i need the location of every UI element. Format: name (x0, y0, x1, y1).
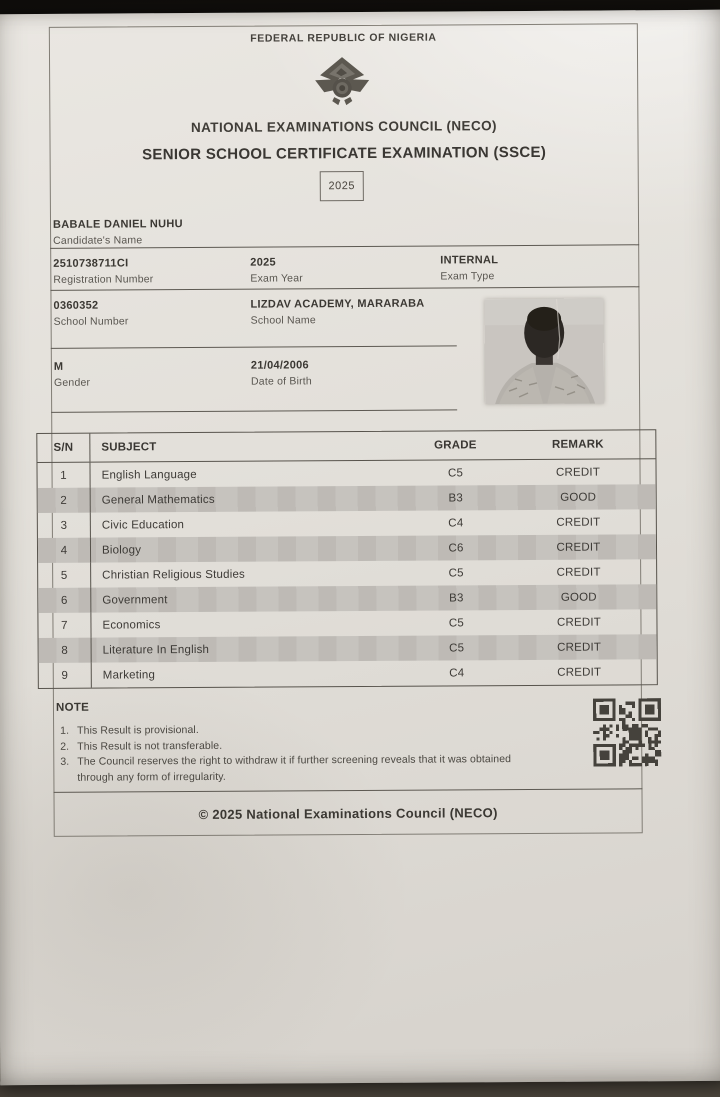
cell-remark: GOOD (560, 591, 597, 604)
note-item-number: 1. (60, 724, 70, 737)
table-row (38, 584, 656, 613)
header-remark: REMARK (551, 438, 604, 451)
table-row (38, 559, 656, 588)
cell-sn: 3 (38, 513, 91, 538)
note-item-text: The Council reserves the right to withdraw it if further screening reveals that it was obtained through any form of irregularity. (77, 753, 512, 784)
cell-remark: CREDIT (556, 516, 601, 529)
council-title: NATIONAL EXAMINATIONS COUNCIL (NECO) (190, 118, 497, 136)
cell-remark: CREDIT (556, 616, 601, 629)
note-item-number: 2. (60, 740, 70, 753)
cell-subject: Civic Education (101, 518, 185, 532)
exam-year-box: 2025 (320, 171, 364, 201)
cell-subject: Government (102, 593, 168, 607)
cell-grade: B3 (449, 591, 464, 604)
candidate-photo (484, 299, 604, 405)
table-row (38, 534, 656, 563)
table-row (38, 509, 656, 538)
registration-number-label: Registration Number (53, 273, 154, 286)
results-table (36, 429, 658, 689)
cell-subject: Marketing (102, 668, 156, 682)
candidate-name-value: BABALE DANIEL NUHU (52, 218, 183, 231)
cell-remark: CREDIT (555, 466, 601, 479)
cell-grade: C5 (448, 616, 465, 629)
header-grade: GRADE (434, 439, 477, 452)
candidate-name-label: Candidate's Name (53, 234, 143, 247)
cell-grade: B3 (448, 491, 463, 504)
cell-sn: 5 (38, 563, 91, 588)
date-of-birth-value: 21/04/2006 (250, 359, 309, 372)
table-row (39, 634, 657, 663)
cell-subject: Literature In English (102, 643, 210, 657)
school-number-value: 0360352 (53, 299, 99, 312)
cell-remark: CREDIT (557, 666, 602, 679)
cell-sn: 7 (38, 613, 91, 638)
result-slip-paper (0, 10, 720, 1085)
cell-grade: C4 (448, 516, 464, 529)
neco-coat-of-arms-icon (312, 56, 372, 110)
cell-sn: 1 (37, 463, 90, 488)
table-row (38, 609, 656, 638)
cell-sn: 6 (38, 588, 91, 613)
cell-subject: Economics (102, 618, 161, 632)
exam-year-label: Exam Year (250, 272, 303, 285)
copyright-text: © 2025 National Examinations Council (NECO) (198, 805, 498, 822)
exam-type-value: INTERNAL (440, 254, 499, 267)
header-subject: SUBJECT (101, 441, 157, 454)
table-row (37, 459, 655, 488)
cell-remark: GOOD (560, 491, 597, 504)
school-name-label: School Name (250, 314, 316, 327)
note-list (60, 721, 540, 786)
date-of-birth-label: Date of Birth (250, 375, 312, 388)
cell-subject: Christian Religious Studies (102, 568, 246, 582)
gender-value: M (53, 360, 64, 373)
cell-sn: 9 (39, 663, 92, 688)
cell-grade: C6 (448, 541, 464, 554)
cell-subject: General Mathematics (101, 493, 215, 507)
cell-subject: English Language (101, 468, 197, 482)
cell-subject: Biology (101, 543, 142, 557)
cell-sn: 4 (38, 538, 91, 563)
exam-title: SENIOR SCHOOL CERTIFICATE EXAMINATION (SSCE) (142, 143, 547, 164)
cell-grade: C4 (449, 666, 465, 679)
cell-grade: C5 (449, 641, 465, 654)
country-title: FEDERAL REPUBLIC OF NIGERIA (250, 31, 437, 45)
cell-sn: 2 (38, 488, 91, 513)
school-number-label: School Number (53, 315, 129, 328)
cell-remark: CREDIT (556, 541, 601, 554)
cell-remark: CREDIT (557, 641, 602, 654)
note-title: NOTE (55, 701, 90, 714)
qr-code-icon (593, 698, 661, 766)
gender-label: Gender (53, 376, 91, 389)
cell-remark: CREDIT (556, 566, 601, 579)
note-item (60, 752, 540, 786)
table-row (39, 659, 657, 688)
note-item-text: This Result is not transferable. (77, 739, 223, 753)
exam-year-value: 2025 (250, 256, 276, 269)
cell-grade: C5 (448, 566, 464, 579)
header-sn: S/N (37, 434, 90, 462)
note-item-number: 3. (60, 755, 70, 768)
registration-number-value: 2510738711CI (53, 257, 129, 270)
note-item-text: This Result is provisional. (77, 723, 199, 737)
exam-type-label: Exam Type (440, 270, 495, 283)
table-row (38, 484, 656, 513)
cell-sn: 8 (39, 638, 92, 663)
results-table-header-row (37, 430, 655, 463)
school-name-value: LIZDAV ACADEMY, MARARABA (250, 297, 425, 311)
cell-grade: C5 (447, 466, 464, 479)
